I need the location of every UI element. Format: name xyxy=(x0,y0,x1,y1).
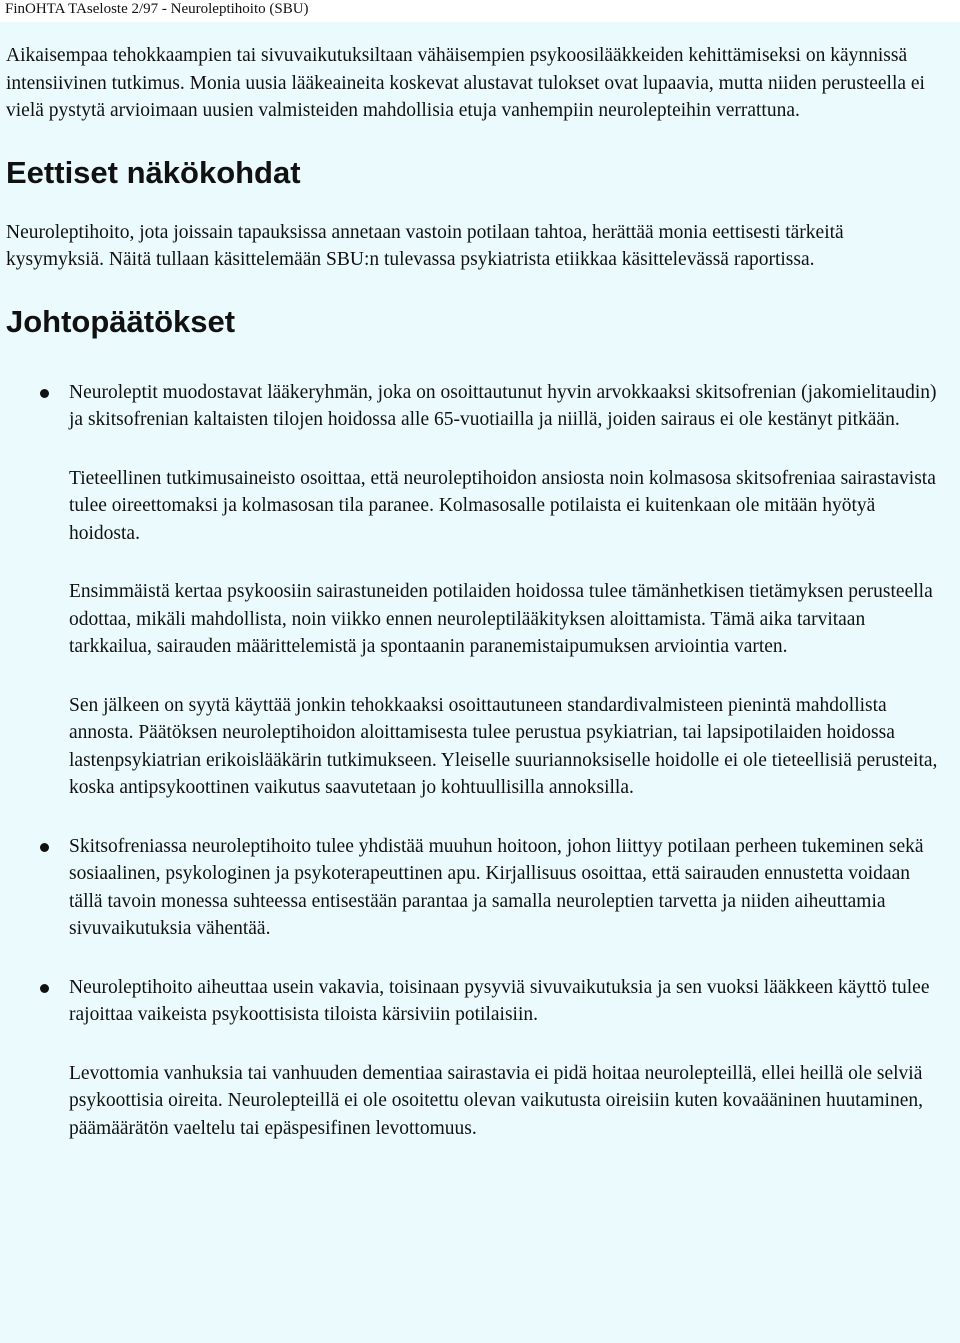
bullet-paragraph: Neuroleptit muodostavat lääkeryhmän, joka on osoittautunut hyvin arvokkaaksi skitsofrenian (jakomielitaudin) ja skitsofrenian kaltaisten tilojen hoidossa alle 65-vuotiailla ja niillä, joiden sairaus ei ole kestänyt pitkään. xyxy=(69,381,937,430)
section-heading-ethics: Eettiset näkökohdat xyxy=(6,154,301,190)
bullet-paragraph: Skitsofreniassa neuroleptihoito tulee yhdistää muuhun hoitoon, johon liittyy potilaan perheen tukeminen sekä sosiaalinen, psykologinen ja psykoterapeuttinen apu. Kirjallisuus osoittaa, että sairauden ennustetta voidaan tällä tavoin monessa suhteessa entisestään parantaa ja samalla neuroleptien tarvetta ja niiden aiheuttamia sivuvaikutuksia vähentää. xyxy=(69,835,924,939)
list-item xyxy=(6,379,940,802)
list-item xyxy=(6,974,940,1143)
bullet-paragraph: Neuroleptihoito aiheuttaa usein vakavia, toisinaan pysyviä sivuvaikutuksia ja sen vuoksi lääkkeen käyttö tulee rajoittaa vaikeista psykoottisista tiloista kärsiviin potilaisiin. xyxy=(69,976,930,1025)
section-heading-conclusions: Johtopäätökset xyxy=(6,303,236,339)
bullet-icon xyxy=(40,984,49,993)
bullet-paragraph: Tieteellinen tutkimusaineisto osoittaa, että neuroleptihoidon ansiosta noin kolmasosa skitsofreniaa sairastavista tulee oireettomaksi ja kolmasosan tila paranee. Kolmasosalle potilaista ei kuitenkaan ole mitään hyötyä hoidosta. xyxy=(69,467,936,544)
bullet-paragraph: Levottomia vanhuksia tai vanhuuden dementiaa sairastavia ei pidä hoitaa neurolepteillä, ellei heillä ole selviä psykoottisia oireita. Neurolepteillä ei ole osoitettu olevan vaikutusta oireisiin kuten kovaääninen huutaminen, päämäärätön vaeltelu tai epäspesifinen levottomuus. xyxy=(69,1062,923,1139)
ethics-paragraph: Neuroleptihoito, jota joissain tapauksissa annetaan vastoin potilaan tahtoa, herättää monia eettisesti tärkeitä kysymyksiä. Näitä tullaan käsittelemään SBU:n tulevassa psykiatrista etiikkaa käsittelevässä raportissa. xyxy=(6,221,844,270)
list-item xyxy=(6,833,940,943)
conclusions-list xyxy=(6,379,940,1143)
bullet-paragraph: Sen jälkeen on syytä käyttää jonkin tehokkaaksi osoittautuneen standardivalmisteen pienintä mahdollista annosta. Päätöksen neuroleptihoidon aloittamisesta tulee perustua psykiatrian, tai lapsipotilaiden hoidossa lastenpsykiatrian erikoislääkärin tutkimukseen. Yleiselle suuriannoksiselle hoidolle ei ole tieteellisiä perusteita, koska antipsykoottinen vaikutus saavutetaan jo kohtuullisilla annoksilla. xyxy=(69,694,938,798)
bullet-icon xyxy=(40,389,49,398)
page-header-title: FinOHTA TAseloste 2/97 - Neuroleptihoito (SBU) xyxy=(5,1,309,17)
document-body xyxy=(0,22,960,1343)
bullet-paragraph: Ensimmäistä kertaa psykoosiin sairastuneiden potilaiden hoidossa tulee tämänhetkisen tietämyksen perusteella odottaa, mikäli mahdollista, noin viikko ennen neuroleptilääkityksen aloittamista. Tämä aika tarvitaan tarkkailua, sairauden määrittelemistä ja spontaanin paranemistaipumuksen arviointia varten. xyxy=(69,581,933,657)
intro-paragraph: Aikaisempaa tehokkaampien tai sivuvaikutuksiltaan vähäisempien psykoosilääkkeiden kehittämiseksi on käynnissä intensiivinen tutkimus. Monia uusia lääkeaineita koskevat alustavat tulokset ovat lupaavia, mutta niiden perusteella ei vielä pystytä arvioimaan uusien valmisteiden mahdollisia etuja vanhempiin neurolepteihin verrattuna. xyxy=(6,45,925,121)
bullet-icon xyxy=(40,843,49,852)
